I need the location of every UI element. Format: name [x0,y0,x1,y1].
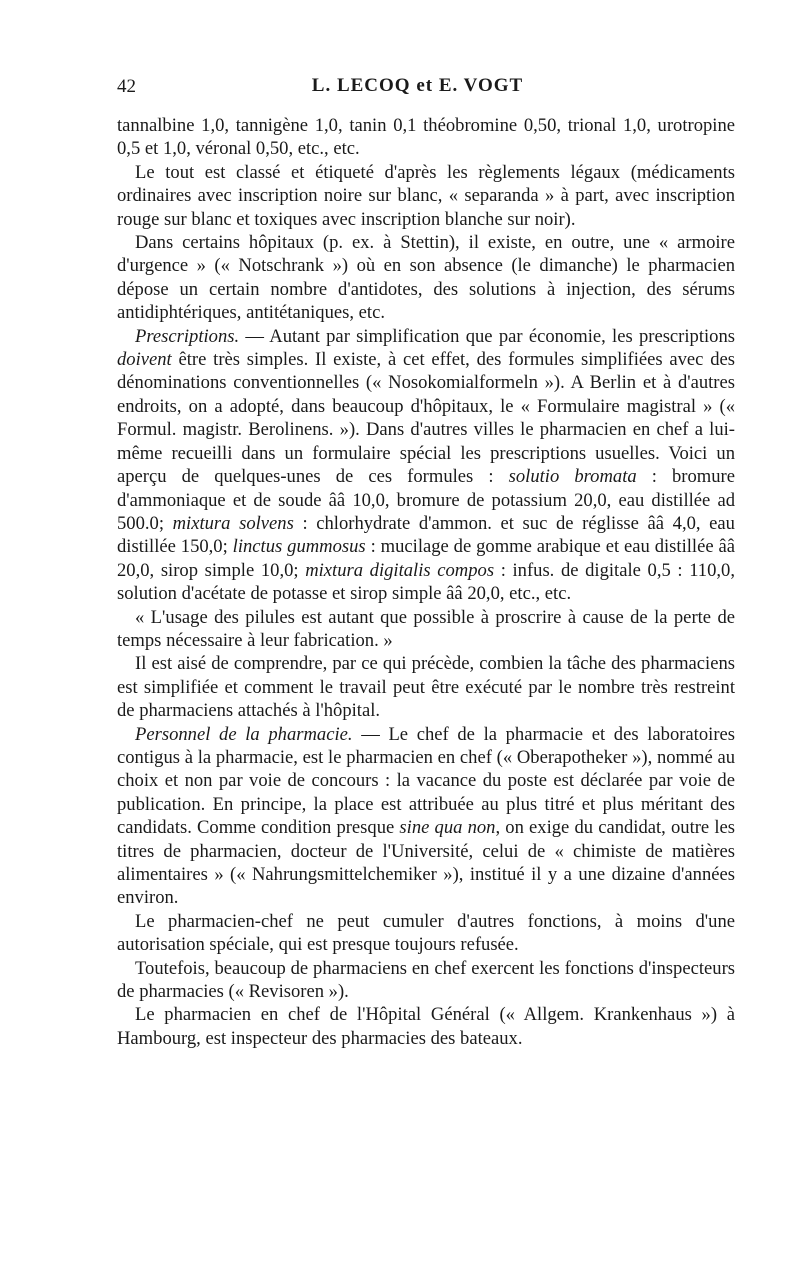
text-run: — Le chef de la pharmacie et des laboratoires contigus à la pharmacie, est le pharmacien en chef (« Oberapotheker »), nommé au choix et non par voie de concours : la vacance du poste est déclarée par voie de publication. En principe, la place est attribuée au plus titré et plus méritant des candidats. Comme condition presque [117,723,735,839]
text-run: : infus. de digitale 0,5 : 110,0, solution d'acétate de potasse et sirop simple ââ 20,0, etc., etc. [117,559,735,605]
italic-text: mixtura solvens [172,512,294,534]
italic-text: Personnel de la pharmacie. [135,723,353,745]
text-run: tannalbine 1,0, tannigène 1,0, tanin 0,1 théobromine 0,50, trional 1,0, urotropine 0,5 et 1,0, véronal 0,50, etc., etc. [117,115,735,160]
paragraph [117,606,735,653]
text-run: , on exige du candidat, outre les titres de pharmacien, docteur de l'Université, celui de « chimiste de matières alimentaires » (« Nahrungsmittelchemiker »), institué il y a une dizaine d'années environ. [117,817,735,909]
running-title: L. LECOQ et E. VOGT [311,75,524,96]
text-run: Dans certains hôpitaux (p. ex. à Stettin), il existe, en outre, une « armoire d'urgence » (« Notschrank ») où en son absence (le dimanche) le pharmacien dépose un certain nombre d'antidotes, des solutions à injection, des sérums antidiphtériques, antitétaniques, etc. [117,232,735,324]
text-run: Le pharmacien en chef de l'Hôpital Général (« Allgem. Krankenhaus ») à Hambourg, est inspecteur des pharmacies des bateaux. [117,1004,735,1049]
text-run: — Autant par simplification que par économie, les prescriptions [239,325,735,347]
italic-text: solutio bromata [508,466,637,488]
paragraph [117,231,735,325]
paragraph [117,652,735,722]
italic-text: sine qua non [399,817,496,839]
italic-text: Prescriptions. [135,325,240,347]
page-number: 42 [117,76,136,97]
paragraph [117,910,735,957]
text-run: : chlorhydrate d'ammon. et suc de réglisse ââ 4,0, eau distillée 150,0; [117,512,735,558]
paragraph [117,114,735,161]
text-run: être très simples. Il existe, à cet effet, des formules simplifiées avec des dénominations conventionnelles (« Nosokomialformeln »). A Berlin et à d'autres endroits, on a adopté, dans beaucoup d'hôpitaux, le « Formulaire magistral » (« Formul. magistr. Berolinens. »). Dans d'autres villes le pharmacien en chef a lui-même recueilli dans un formulaire spécial les prescriptions usuelles. Voici un aperçu de quelques-unes de ces formules : [117,349,735,488]
text-run: « L'usage des pilules est autant que possible à proscrire à cause de la perte de temps nécessaire à leur fabrication. » [117,606,735,651]
text-run: Le tout est classé et étiqueté d'après les règlements légaux (médicaments ordinaires avec inscription noire sur blanc, « separanda » à part, avec inscription rouge sur blanc et toxiques avec inscription blanche sur noir). [117,161,735,230]
paragraph [117,957,735,1004]
paragraph [117,723,735,910]
italic-text: linctus gummosus [232,536,366,558]
body-text [117,114,735,1050]
text-run: Il est aisé de comprendre, par ce qui précède, combien la tâche des pharmaciens est simplifiée et comment le travail peut être exécuté par le nombre très restreint de pharmaciens attachés à l'hôpital. [117,653,735,722]
text-run: Le pharmacien-chef ne peut cumuler d'autres fonctions, à moins d'une autorisation spéciale, qui est presque toujours refusée. [117,910,735,956]
text-run: : bromure d'ammoniaque et de soude ââ 10,0, bromure de potassium 20,0, eau distillée ad 500.0; [117,466,735,534]
page-header [117,72,718,102]
italic-text: mixtura digitalis compos [305,559,495,581]
text-run: : mucilage de gomme arabique et eau distillée ââ 20,0, sirop simple 10,0; [117,536,735,581]
text-run: Toutefois, beaucoup de pharmaciens en chef exercent les fonctions d'inspecteurs de pharmacies (« Revisoren »). [117,957,735,1003]
paragraph [117,161,735,231]
italic-text: doivent [117,349,172,371]
paragraph [117,325,735,606]
paragraph [117,1003,735,1050]
